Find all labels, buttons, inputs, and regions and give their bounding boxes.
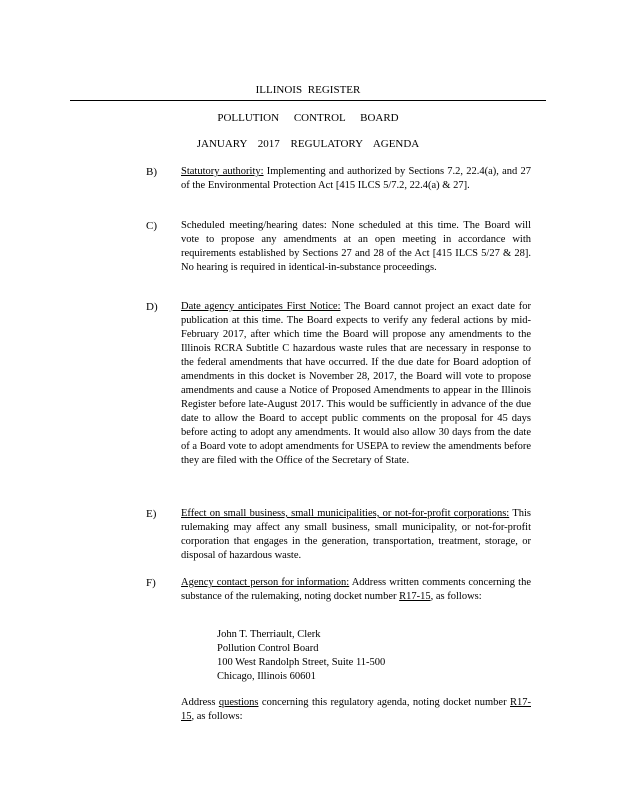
section-e-body: [181, 507, 531, 563]
section-b-heading: Statutory authority:: [181, 166, 264, 177]
address-street: 100 West Randolph Street, Suite 11-500: [217, 657, 386, 668]
header-rule: [70, 100, 546, 101]
clerk-address: [217, 628, 385, 684]
questions-docket: R17-15: [181, 697, 531, 722]
agenda-title: JANUARY 2017 REGULATORY AGENDA: [196, 138, 420, 150]
section-f-text: Address written comments concerning the substance of the rulemaking, noting docket number: [181, 577, 531, 602]
section-f-heading: Agency contact person for information:: [181, 577, 350, 588]
address-org: Pollution Control Board: [217, 643, 319, 654]
section-f-body: [181, 576, 531, 604]
section-b-body: [181, 165, 531, 193]
section-d-body: [181, 300, 531, 468]
questions-paragraph: [181, 696, 531, 724]
section-d-label: D): [146, 301, 158, 313]
section-c-text: Scheduled meeting/hearing dates: None scheduled at this time. The Board will vote to propose any amendments at an open meeting in accordance with requirements established by Sections 27 and 28 of the Act [415 ILCS 5/27 & 28]. No hearing is required in identical-in-substance proceedings.: [181, 220, 531, 273]
questions-text-end: , as follows:: [191, 711, 243, 722]
section-b-text: Implementing and authorized by Sections 7.2, 22.4(a), and 27 of the Environmental Protection Act [415 ILCS 5/7.2, 22.4(a) & 27].: [181, 166, 531, 191]
section-c-label: C): [146, 220, 157, 232]
agency-name: POLLUTION CONTROL BOARD: [217, 112, 399, 124]
register-header: ILLINOIS REGISTER: [255, 84, 361, 96]
section-d-heading: Date agency anticipates First Notice:: [181, 301, 341, 312]
section-f-label: F): [146, 577, 156, 589]
section-e-label: E): [146, 508, 157, 520]
address-city: Chicago, Illinois 60601: [217, 671, 316, 682]
section-b-label: B): [146, 166, 157, 178]
section-e-text: This rulemaking may affect any small business, small municipality, or not-for-profit corporation that engages in the generation, transportation, treatment, storage, or disposal of hazardous waste.: [181, 508, 531, 561]
section-d-text: The Board cannot project an exact date for publication at this time. The Board expects to verify any federal actions by mid-February 2017, after which time the Board will propose any amendments to the Illinois RCRA Subtitle C hazardous waste rules that are necessary in response to the federal amendments that have occurred. If the due date for Board adoption of amendments in this docket is November 28, 2017, the Board will vote to propose amendments and cause a Notice of Proposed Amendments to appear in the Illinois Register before late-August 2017. This would be sufficiently in advance of the due date to allow the Board to accept public comments on the proposal for 45 days before acting to adopt any amendments. It would also allow 30 days from the date of a Board vote to adopt amendments for USEPA to review the amendments before they are filed with the Office of the Secretary of State.: [181, 301, 531, 466]
questions-link: questions: [218, 697, 259, 708]
questions-text: Address: [181, 697, 219, 708]
docket-number: R17-15: [399, 591, 431, 602]
address-name: John T. Therriault, Clerk: [217, 629, 321, 640]
section-e-heading: Effect on small business, small municipalities, or not-for-profit corporations:: [181, 508, 510, 519]
section-c-body: [181, 219, 531, 275]
section-f-text-end: , as follows:: [430, 591, 482, 602]
questions-text-mid: concerning this regulatory agenda, noting docket number: [258, 697, 510, 708]
